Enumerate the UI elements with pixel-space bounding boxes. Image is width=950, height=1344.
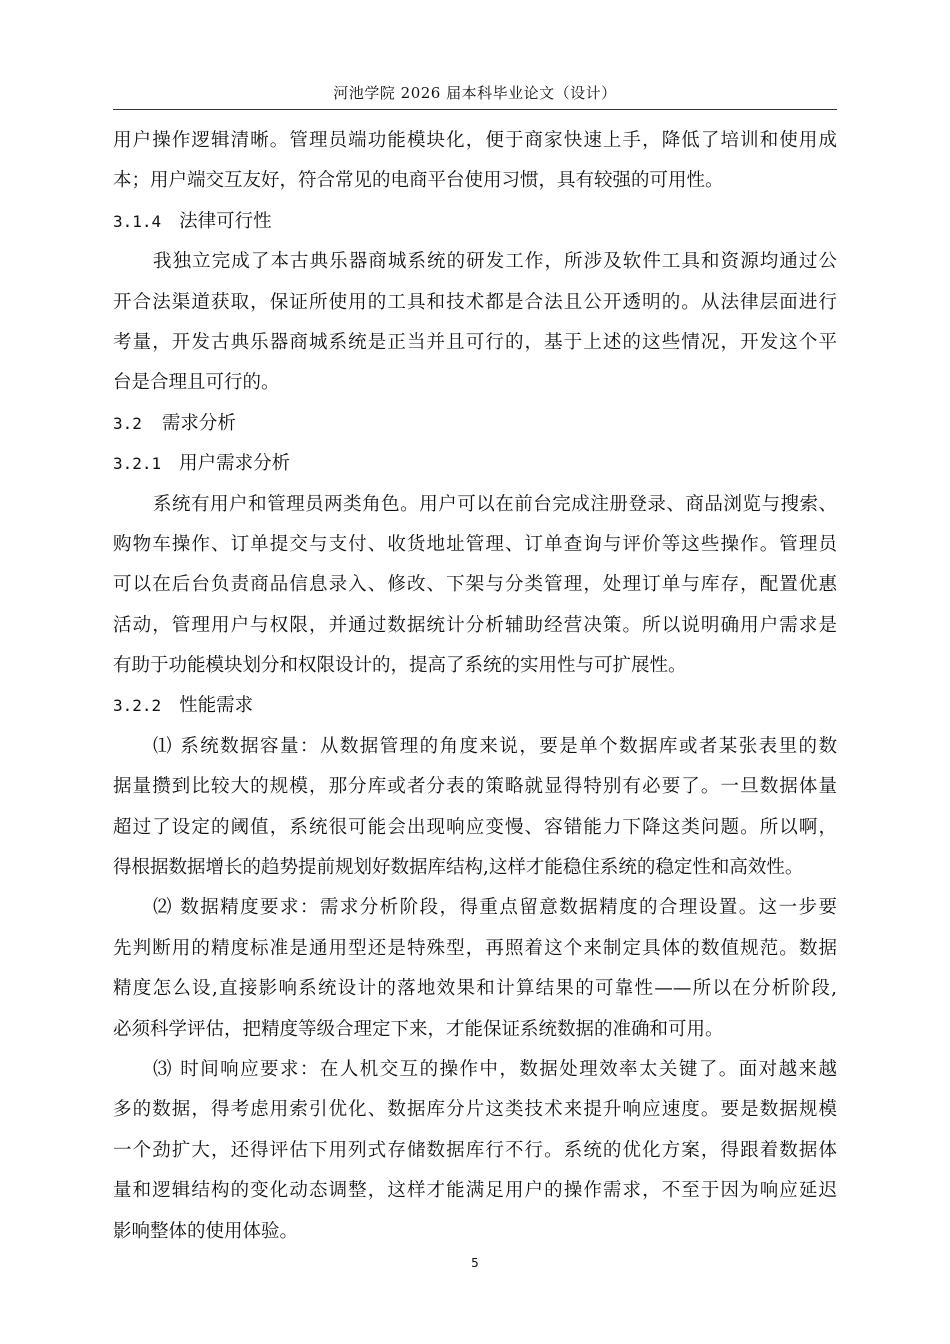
heading-title: 用户需求分析 [179,453,291,475]
paragraph-line: 用户操作逻辑清晰。管理员端功能模块化，便于商家快速上手，降低了培训和使用成 [113,130,837,151]
heading-title: 法律可行性 [179,210,272,232]
paragraph-line: 一个劲扩大，还得评估下用列式存储数据库行不行。系统的优化方案，得跟着数据体 [113,1139,837,1161]
heading-title: 需求分析 [161,412,236,434]
paragraph-line: 多的数据，得考虑用索引优化、数据库分片这类技术来提升响应速度。要是数据规模 [113,1099,837,1121]
paragraph-line: 必须科学评估，把精度等级合理定下来，才能保证系统数据的准确和可用。 [113,1018,724,1040]
paragraph-line: 先判断用的精度标准是通用型还是特殊型，再照着这个来制定具体的数值规范。数据 [113,937,837,959]
paragraph-line: 本；用户端交互友好，符合常见的电商平台使用习惯，具有较强的可用性。 [113,170,724,192]
paragraph-line: 活动，管理用户与权限，并通过数据统计分析辅助经营决策。所以说明确用户需求是 [113,614,837,636]
paragraph-line: ⑵ 数据精度要求：需求分析阶段，得重点留意数据精度的合理设置。这一步要 [153,897,837,919]
paragraph-line: 得根据数据增长的趋势提前规划好数据库结构,这样才能稳住系统的稳定性和高效性。 [113,857,804,879]
paragraph-line: 购物车操作、订单提交与支付、收货地址管理、订单查询与评价等这些操作。管理员 [113,533,837,555]
heading-title: 性能需求 [179,695,254,717]
paragraph-line: ⑶ 时间响应要求：在人机交互的操作中，数据处理效率太关键了。面对越来越 [153,1058,837,1080]
heading-number: 3.2.1 [113,454,162,474]
heading-number: 3.1.4 [113,211,162,231]
header-rule [113,109,837,110]
heading-number: 3.2 [113,413,142,433]
paragraph-line: 有助于功能模块划分和权限设计的，提高了系统的实用性与可扩展性。 [113,655,687,677]
paragraph-line: 可以在后台负责商品信息录入、修改、下架与分类管理，处理订单与库存，配置优惠 [113,574,837,596]
paragraph-line: 超过了设定的阈值，系统很可能会出现响应变慢、容错能力下降这类问题。所以啊， [113,816,837,838]
section-heading [113,444,837,484]
paragraph-line: ⑴ 系统数据容量：从数据管理的角度来说，要是单个数据库或者某张表里的数 [153,735,837,757]
paragraph-line: 据量攒到比较大的规模，那分库或者分表的策略就显得特别有必要了。一旦数据体量 [113,776,837,798]
paragraph-line: 台是合理且可行的。 [113,372,280,394]
section-heading [113,404,837,444]
heading-number: 3.2.2 [113,696,162,716]
paragraph-line: 量和逻辑结构的变化动态调整，这样才能满足用户的操作需求，不至于因为响应延迟 [113,1180,837,1202]
running-header: 河池学院 2026 届本科毕业论文（设计） [333,84,617,102]
paragraph-line: 系统有用户和管理员两类角色。用户可以在前台完成注册登录、商品浏览与搜索、 [153,493,837,515]
section-heading [113,686,837,726]
page-number: 5 [471,1256,479,1270]
document-body [113,121,837,1252]
section-heading [113,202,837,242]
paragraph-line: 考量，开发古典乐器商城系统是正当并且可行的，基于上述的这些情况，开发这个平 [113,331,837,353]
paragraph-line: 我独立完成了本古典乐器商城系统的研发工作，所涉及软件工具和资源均通过公 [153,251,837,273]
paragraph-line: 影响整体的使用体验。 [113,1220,299,1242]
paragraph-line: 开合法渠道获取，保证所使用的工具和技术都是合法且公开透明的。从法律层面进行 [113,291,837,313]
paragraph-line: 精度怎么设,直接影响系统设计的落地效果和计算结果的可靠性——所以在分析阶段, [113,978,837,1000]
